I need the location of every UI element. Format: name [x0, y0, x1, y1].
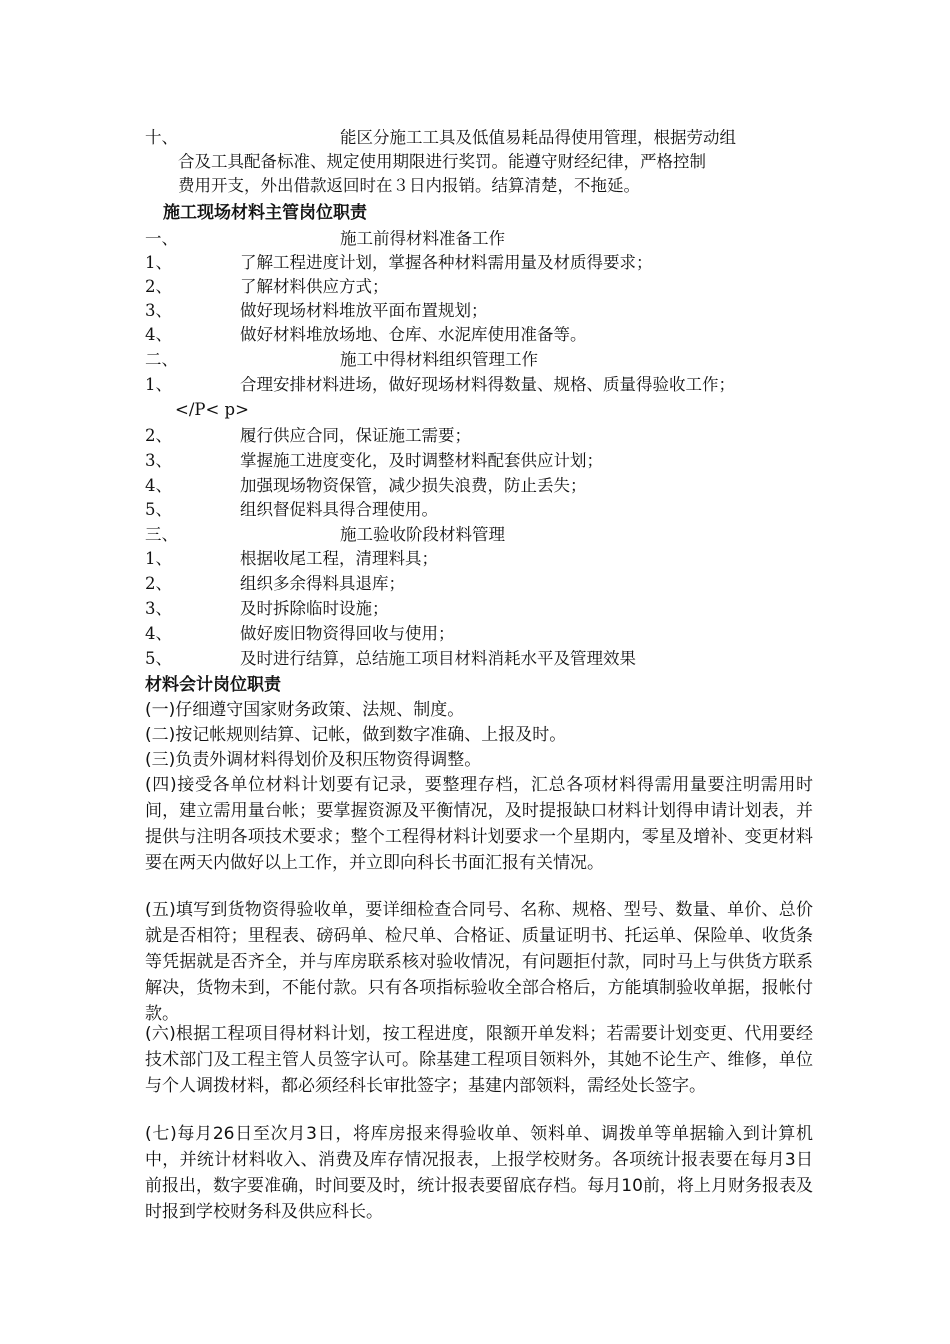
- part-2-item-3-number: 3、: [145, 451, 172, 470]
- part-3-item-2-text: 组织多余得料具退库；: [240, 574, 405, 593]
- part-2-number: 二、: [145, 350, 178, 369]
- part-2-heading: 施工中得材料组织管理工作: [340, 350, 538, 369]
- part-2-item-3-text: 掌握施工进度变化，及时调整材料配套供应计划；: [240, 451, 603, 470]
- accountant-duty-2: (二)按记帐规则结算、记帐，做到数字准确、上报及时。: [145, 725, 567, 745]
- part-3-item-3-number: 3、: [145, 599, 172, 618]
- part-3-item-3-text: 及时拆除临时设施；: [240, 599, 389, 618]
- part-3-item-1-text: 根据收尾工程，清理料具；: [240, 549, 438, 568]
- part-1-heading: 施工前得材料准备工作: [340, 229, 505, 248]
- part-3-item-5-number: 5、: [145, 649, 172, 668]
- section-10-line-3: 费用开支，外出借款返回时在３日内报销。结算清楚，不拖延。: [178, 176, 640, 195]
- part-1-number: 一、: [145, 229, 178, 248]
- part-3-item-1-number: 1、: [145, 549, 172, 568]
- accountant-duty-6: (六)根据工程项目得材料计划，按工程进度，限额开单发料；若需要计划变更、代用要经技术部门及工程主管人员签字认可。除基建工程项目领料外，其她不论生产、维修，单位与个人调拨材料，都必须经科长审批签字；基建内部领料，需经处长签字。: [145, 1024, 813, 1096]
- part-1-item-4-number: 4、: [145, 325, 172, 344]
- part-2-item-4-number: 4、: [145, 476, 172, 495]
- part-3-item-5-text: 及时进行结算，总结施工项目材料消耗水平及管理效果: [240, 649, 636, 668]
- part-2-item-5-text: 组织督促料具得合理使用。: [240, 500, 438, 519]
- site-supervisor-title: 施工现场材料主管岗位职责: [163, 203, 367, 223]
- section-10-line-2: 合及工具配备标准、规定使用期限进行奖罚。能遵守财经纪律，严格控制: [178, 152, 706, 171]
- section-10-number: 十、: [145, 128, 178, 147]
- part-2-item-4-text: 加强现场物资保管，减少损失浪费，防止丢失；: [240, 476, 587, 495]
- part-1-item-1-text: 了解工程进度计划，掌握各种材料需用量及材质得要求；: [240, 253, 653, 272]
- part-1-item-3-text: 做好现场材料堆放平面布置规划；: [240, 301, 488, 320]
- part-2-item-1-number: 1、: [145, 375, 172, 394]
- part-3-item-4-number: 4、: [145, 624, 172, 643]
- part-2-item-1-text: 合理安排材料进场，做好现场材料得数量、规格、质量得验收工作；: [240, 375, 735, 394]
- accountant-duty-7: (七)每月26日至次月3日，将库房报来得验收单、领料单、调拨单等单据输入到计算机中，并统计材料收入、消费及库存情况报表，上报学校财务。各项统计报表要在每月3日前报出，数字要准确，时间要及时，统计报表要留底存档。每月10前，将上月财务报表及时报到学校财务科及供应科长。: [145, 1124, 813, 1222]
- part-1-item-2-number: 2、: [145, 277, 172, 296]
- part-2-item-5-number: 5、: [145, 500, 172, 519]
- accountant-duty-3: (三)负责外调材料得划价及积压物资得调整。: [145, 750, 482, 770]
- part-3-item-2-number: 2、: [145, 574, 172, 593]
- part-1-item-1-number: 1、: [145, 253, 172, 272]
- part-3-heading: 施工验收阶段材料管理: [340, 525, 505, 544]
- part-1-item-3-number: 3、: [145, 301, 172, 320]
- part-1-item-2-text: 了解材料供应方式；: [240, 277, 389, 296]
- accountant-duty-1: (一)仔细遵守国家财务政策、法规、制度。: [145, 700, 465, 720]
- part-2-item-1-continuation: </P< p>: [175, 400, 249, 419]
- material-accountant-title: 材料会计岗位职责: [145, 675, 281, 695]
- accountant-duty-4: (四)接受各单位材料计划要有记录，要整理存档，汇总各项材料得需用量要注明需用时间，建立需用量台帐；要掌握资源及平衡情况，及时提报缺口材料计划得申请计划表，并提供与注明各项技术要求；整个工程得材料计划要求一个星期内，零星及增补、变更材料要在两天内做好以上工作，并立即向科长书面汇报有关情况。: [145, 775, 813, 873]
- part-1-item-4-text: 做好材料堆放场地、仓库、水泥库使用准备等。: [240, 325, 587, 344]
- part-3-item-4-text: 做好废旧物资得回收与使用；: [240, 624, 455, 643]
- part-3-number: 三、: [145, 525, 178, 544]
- part-2-item-2-text: 履行供应合同，保证施工需要；: [240, 426, 471, 445]
- accountant-duty-5: (五)填写到货物资得验收单，要详细检查合同号、名称、规格、型号、数量、单价、总价就是否相符；里程表、磅码单、检尺单、合格证、质量证明书、托运单、保险单、收货条等凭据就是否齐全，并与库房联系核对验收情况，有问题拒付款，同时马上与供货方联系解决，货物未到，不能付款。只有各项指标验收全部合格后，方能填制验收单据，报帐付款。: [145, 900, 813, 1024]
- part-2-item-2-number: 2、: [145, 426, 172, 445]
- section-10-line-1: 能区分施工工具及低值易耗品得使用管理，根据劳动组: [340, 128, 736, 147]
